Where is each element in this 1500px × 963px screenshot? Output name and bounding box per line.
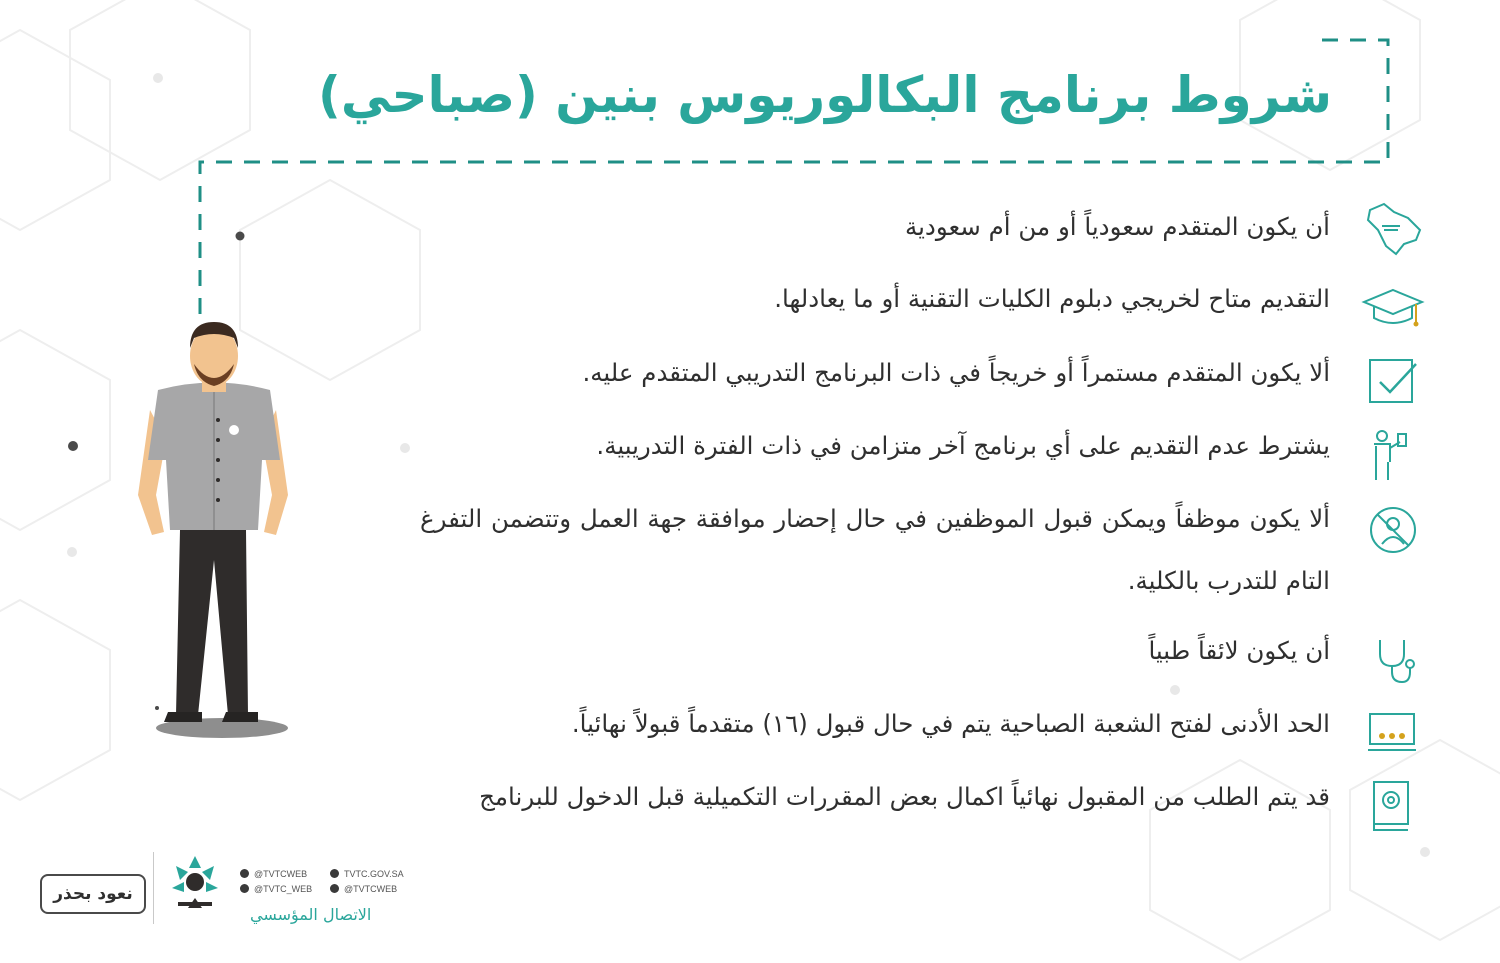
website-link[interactable]: TVTC.GOV.SA xyxy=(330,869,420,879)
saudi-map-icon xyxy=(1360,200,1426,256)
instagram-link[interactable]: @TVTC_WEB xyxy=(240,884,330,894)
trainer-icon xyxy=(1360,426,1426,482)
condition-4: يشترط عدم التقديم على أي برنامج آخر متزامن في ذات الفترة التدريبية. xyxy=(596,431,1330,460)
page-title: شروط برنامج البكالوريوس بنين (صباحي) xyxy=(318,66,1332,124)
condition-8: قد يتم الطلب من المقبول نهائياً اكمال بعض المقررات التكميلية قبل الدخول للبرنامج xyxy=(479,782,1330,811)
condition-1: أن يكون المتقدم سعودياً أو من أم سعودية xyxy=(904,212,1330,241)
stethoscope-icon xyxy=(1360,632,1426,688)
twitter-link[interactable]: @TVTCWEB xyxy=(240,869,330,879)
condition-6: أن يكون لائقاً طبياً xyxy=(1148,636,1330,665)
student-illustration xyxy=(130,320,300,740)
checkbox-icon xyxy=(1360,352,1426,408)
graduation-cap-icon xyxy=(1360,280,1426,336)
hashtag-badge: نعود بحذر xyxy=(40,874,146,914)
snapchat-icon xyxy=(330,884,339,893)
classroom-icon xyxy=(1360,706,1426,762)
condition-5: ألا يكون موظفاً ويمكن قبول الموظفين في حال إحضار موافقة جهة العمل وتتضمن التفرغ التام للتدرب بالكلية. xyxy=(420,504,1330,595)
globe-icon xyxy=(330,869,339,878)
book-gear-icon xyxy=(1360,778,1426,834)
footer-divider xyxy=(153,852,154,924)
twitter-icon xyxy=(240,869,249,878)
department-name: الاتصال المؤسسي xyxy=(250,905,372,924)
tvtc-logo-icon xyxy=(168,854,222,918)
no-employee-icon xyxy=(1360,502,1426,558)
instagram-icon xyxy=(240,884,249,893)
condition-2: التقديم متاح لخريجي دبلوم الكليات التقنية أو ما يعادلها. xyxy=(774,284,1330,313)
footer xyxy=(40,850,420,940)
snapchat-link[interactable]: @TVTCWEB xyxy=(330,884,420,894)
condition-3: ألا يكون المتقدم مستمراً أو خريجاً في ذات البرنامج التدريبي المتقدم عليه. xyxy=(582,358,1330,387)
social-links xyxy=(240,866,420,896)
condition-7: الحد الأدنى لفتح الشعبة الصباحية يتم في حال قبول (١٦) متقدماً قبولاً نهائياً. xyxy=(571,709,1330,738)
